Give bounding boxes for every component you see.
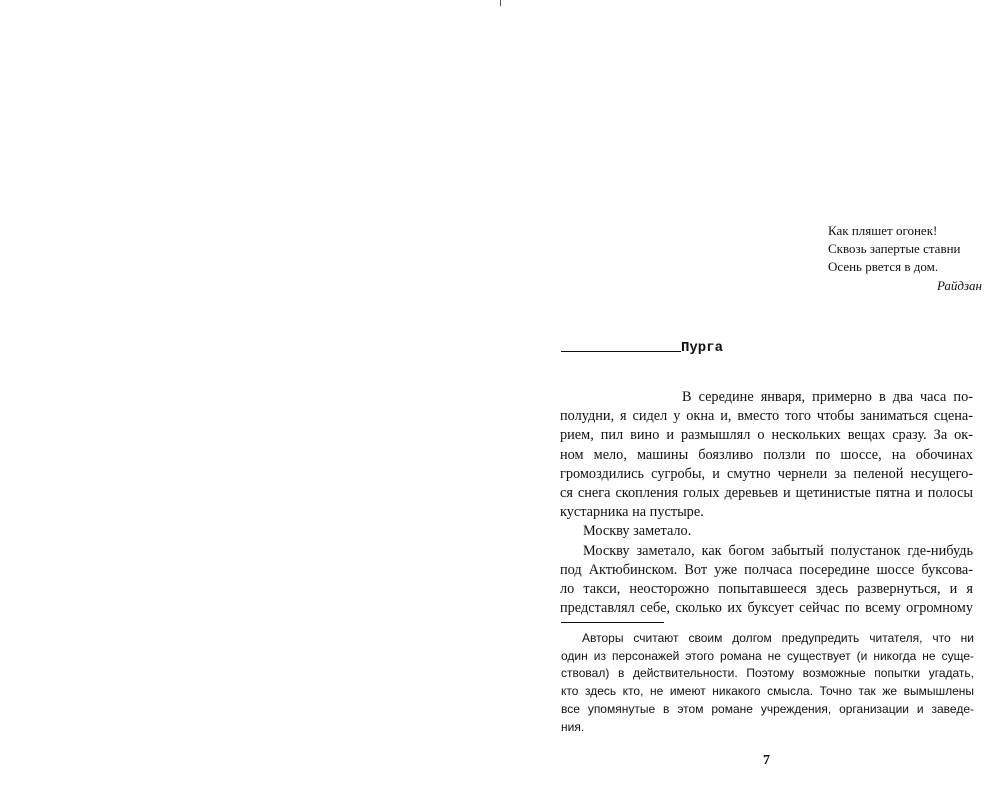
body-line: представлял себе, сколько их буксует сейчас по всему огромному: [560, 600, 973, 617]
body-line: кустарника на пустыре.: [560, 504, 704, 521]
footnote-line: ния.: [561, 719, 585, 734]
body-line: ся снега скопления голых деревьев и щетинистые пятна и полосы: [560, 485, 973, 502]
body-line: ном мело, машины боязливо ползли по шоссе, на обочинах: [560, 446, 973, 463]
body-line: ло такси, неосторожно попытавшееся здесь развернуться, и я: [560, 581, 973, 598]
chapter-title: Пурга: [681, 340, 724, 356]
footnote-line: ствовал) в действительности. Поэтому возможные попытки угадать,: [561, 666, 974, 681]
epigraph-line: Осень рвется в дом.: [828, 259, 939, 274]
right-page: [502, 0, 1003, 800]
chapter-rule: [561, 351, 681, 352]
epigraph-author: Райдзан: [936, 278, 982, 293]
left-page-blank: [0, 0, 501, 800]
epigraph-line: Сквозь запертые ставни: [828, 241, 961, 256]
body-line: В середине января, примерно в два часа по-: [682, 389, 973, 405]
epigraph: [828, 222, 982, 295]
body-line: рием, пил вино и размышлял о нескольких вещах сразу. За ок-: [560, 427, 973, 444]
body-line: Москву заметало.: [583, 523, 692, 540]
body-text: [560, 388, 973, 618]
footnote: [561, 630, 974, 736]
body-line: под Актюбинском. Вот уже полчаса посередине шоссе буксова-: [560, 561, 973, 578]
body-line: полудни, я сидел у окна и, вместо того чтобы заниматься сцена-: [560, 408, 973, 425]
body-line: Москву заметало, как богом забытый полустанок где-нибудь: [583, 542, 973, 559]
spine-mark: [500, 0, 501, 6]
page-number: 7: [763, 753, 770, 768]
footnote-rule: [561, 622, 664, 623]
epigraph-line: Как пляшет огонек!: [828, 223, 938, 238]
footnote-line: один из персонажей этого романа не существует (и никогда не суще-: [561, 648, 974, 663]
footnote-line: Авторы считают своим долгом предупредить читателя, что ни: [582, 631, 974, 645]
footnote-line: все упомянутые в этом романе учреждения, организации и заведе-: [561, 701, 974, 716]
footnote-line: кто здесь кто, не имеют никакого смысла. Точно так же вымышлены: [561, 684, 974, 699]
body-line: громоздились сугробы, и смутно чернели за пеленой несущего-: [560, 465, 973, 482]
chapter-heading: [561, 340, 723, 356]
